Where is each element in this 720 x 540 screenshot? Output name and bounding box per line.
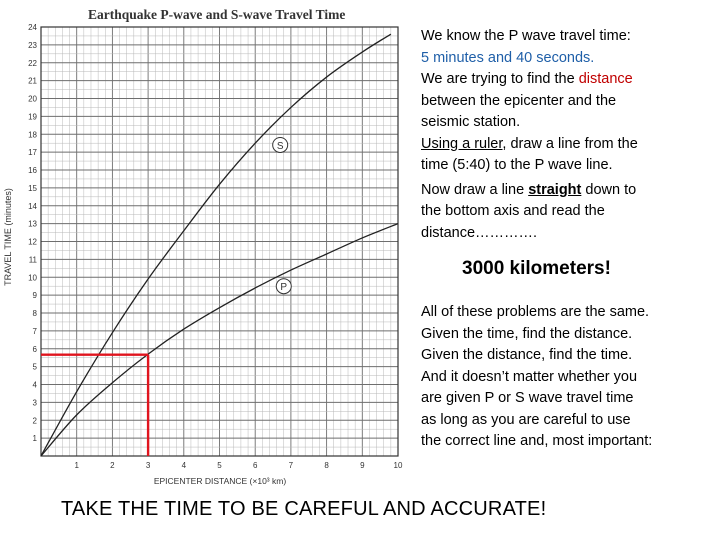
y-tick-label: 10 bbox=[28, 273, 37, 283]
instruction-line: We know the P wave travel time: bbox=[421, 28, 631, 44]
y-axis-label: TRAVEL TIME (minutes) bbox=[3, 188, 13, 286]
x-tick-label: 1 bbox=[74, 461, 79, 470]
instruction-text: draw a line from the bbox=[506, 135, 638, 152]
instruction-line bbox=[421, 180, 713, 202]
instruction-line: seismic station. bbox=[421, 114, 521, 130]
y-tick-label: 3 bbox=[32, 398, 37, 408]
x-axis-label: EPICENTER DISTANCE (×10³ km) bbox=[153, 476, 287, 486]
x-axis-ticks bbox=[74, 461, 403, 470]
footer-caption: TAKE THE TIME TO BE CAREFUL AND ACCURATE! bbox=[61, 498, 547, 520]
chart-grid bbox=[41, 27, 398, 456]
y-tick-label: 20 bbox=[28, 94, 37, 104]
y-tick-label: 1 bbox=[32, 434, 37, 444]
instruction-text: down to bbox=[581, 181, 637, 198]
y-tick-label: 24 bbox=[28, 23, 37, 32]
chart-title: Earthquake P-wave and S-wave Travel Time bbox=[88, 7, 346, 22]
y-tick-label: 16 bbox=[28, 166, 37, 175]
series-label-p: P bbox=[280, 282, 288, 294]
y-tick-label: 14 bbox=[28, 201, 37, 211]
instruction-text: We are trying to find the bbox=[421, 71, 579, 87]
y-tick-label: 4 bbox=[32, 380, 37, 390]
y-tick-label: 21 bbox=[28, 76, 37, 86]
summary-line: All of these problems are the same. bbox=[421, 304, 650, 320]
y-tick-label: 23 bbox=[28, 40, 37, 50]
x-tick-label: 7 bbox=[288, 461, 294, 470]
y-tick-label: 2 bbox=[32, 416, 37, 426]
summary-line: as long as you are careful to use bbox=[421, 411, 631, 428]
chart-annotations bbox=[41, 355, 148, 456]
y-tick-label: 8 bbox=[32, 309, 37, 318]
y-tick-label: 22 bbox=[28, 58, 37, 68]
summary-line: And it doesn’t matter whether you bbox=[421, 368, 638, 385]
straight-emphasis: straight bbox=[528, 181, 582, 198]
answer-text: 3000 kilometers! bbox=[462, 258, 611, 279]
summary-line: Given the distance, find the time. bbox=[421, 347, 633, 363]
distance-highlight: distance bbox=[578, 71, 633, 87]
instruction-panel bbox=[421, 26, 713, 244]
y-tick-label: 18 bbox=[28, 130, 37, 140]
x-tick-label: 10 bbox=[393, 461, 403, 470]
instruction-line bbox=[421, 134, 713, 156]
y-tick-label: 19 bbox=[28, 112, 37, 122]
x-tick-label: 8 bbox=[324, 461, 329, 470]
y-tick-label: 12 bbox=[28, 237, 37, 247]
y-tick-label: 13 bbox=[28, 219, 37, 229]
y-tick-label: 5 bbox=[32, 362, 37, 372]
y-tick-label: 15 bbox=[28, 183, 37, 193]
instruction-line: time (5:40) to the P wave line. bbox=[421, 157, 613, 173]
instruction-line: the bottom axis and read the bbox=[421, 203, 605, 219]
x-tick-label: 5 bbox=[217, 461, 222, 470]
y-tick-label: 11 bbox=[28, 255, 37, 265]
instruction-line: between the epicenter and the bbox=[421, 92, 617, 109]
series-label-s: S bbox=[276, 140, 284, 152]
instruction-text: Now draw a line bbox=[421, 181, 529, 198]
given-time-text: 5 minutes and 40 seconds. bbox=[421, 49, 595, 66]
summary-line: the correct line and, most important: bbox=[421, 433, 653, 449]
instruction-line: distance…………. bbox=[421, 224, 538, 241]
y-tick-label: 6 bbox=[32, 344, 37, 354]
x-tick-label: 4 bbox=[181, 461, 187, 470]
summary-line: Given the time, find the distance. bbox=[421, 325, 633, 342]
y-tick-label: 9 bbox=[32, 291, 37, 301]
instruction-line bbox=[421, 69, 713, 91]
summary-panel bbox=[421, 302, 713, 453]
x-tick-label: 3 bbox=[145, 461, 151, 470]
ruler-emphasis: Using a ruler, bbox=[421, 135, 507, 152]
x-tick-label: 9 bbox=[360, 461, 365, 470]
x-tick-label: 2 bbox=[110, 461, 115, 470]
x-tick-label: 6 bbox=[252, 461, 258, 470]
y-axis-ticks bbox=[28, 23, 37, 443]
y-tick-label: 17 bbox=[28, 148, 37, 158]
series-s-wave-line bbox=[41, 34, 391, 456]
y-tick-label: 7 bbox=[32, 326, 37, 336]
summary-line: are given P or S wave travel time bbox=[421, 390, 634, 406]
